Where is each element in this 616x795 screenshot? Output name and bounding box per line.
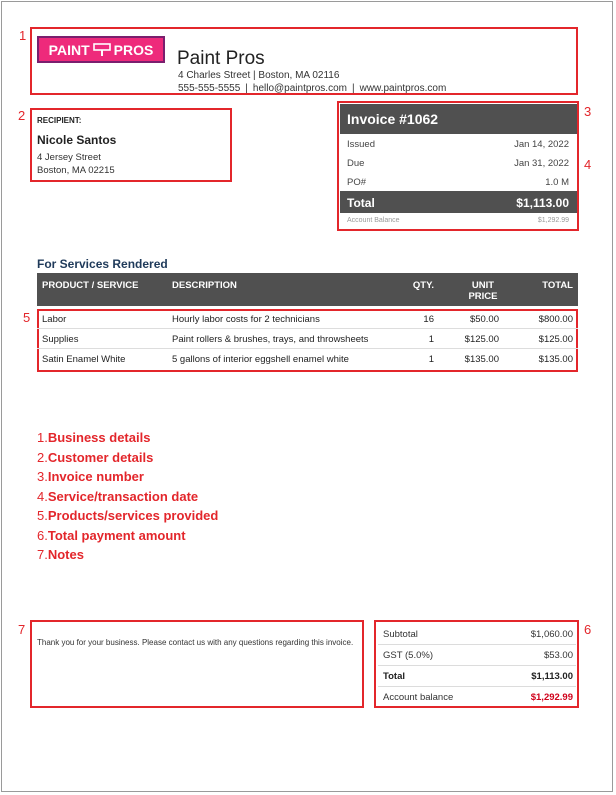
callout-7: 7 (18, 622, 26, 637)
row-description: Hourly labor costs for 2 technicians (172, 314, 320, 325)
account-balance-label: Account balance (383, 692, 454, 703)
invoice-total-row (340, 191, 577, 213)
notes-text: Thank you for your business. Please contact us with any questions regarding this invoice. (37, 638, 354, 647)
row-unit-price: $135.00 (464, 354, 499, 365)
gst-value: $53.00 (543, 650, 573, 661)
legend-item (37, 508, 218, 523)
business-email[interactable]: hello@paintpros.com (252, 83, 347, 94)
legend-item (37, 547, 84, 562)
header-total: TOTAL (542, 280, 573, 291)
header-description: DESCRIPTION (172, 280, 237, 291)
legend-label: Invoice number (47, 469, 144, 484)
recipient-address-line1: 4 Jersey Street (37, 152, 101, 163)
legend-label: Business details (47, 430, 151, 445)
callout-5: 5 (23, 310, 31, 325)
business-phone: 555-555-5555 (178, 83, 241, 94)
summary-total-row (378, 666, 576, 687)
paint-roller-icon (93, 43, 111, 57)
subtotal-row (378, 624, 576, 645)
row-qty: 16 (423, 314, 434, 325)
invoice-issued-row (340, 135, 577, 154)
invoice-total-value: $1,113.00 (516, 196, 569, 210)
account-balance-row (378, 687, 576, 708)
callout-6: 6 (584, 622, 592, 637)
legend-label: Notes (47, 547, 84, 562)
legend-number: 4. (37, 489, 48, 504)
row-description: 5 gallons of interior eggshell enamel white (172, 354, 349, 365)
header-product: PRODUCT / SERVICE (42, 280, 139, 291)
legend-number: 3. (37, 469, 48, 484)
header-unit-price-line1: UNIT (471, 280, 495, 291)
issued-label: Issued (347, 139, 375, 150)
logo-text-right: PROS (113, 41, 154, 58)
subtotal-value: $1,060.00 (530, 629, 573, 640)
legend-number: 1. (37, 430, 48, 445)
due-date: Jan 31, 2022 (514, 158, 569, 169)
legend-item (37, 450, 153, 465)
legend-item (37, 489, 198, 504)
row-unit-price: $125.00 (464, 334, 499, 345)
row-product: Satin Enamel White (42, 354, 126, 365)
summary-total-label: Total (383, 671, 405, 682)
invoice-balance-value: $1,292.99 (537, 217, 569, 224)
row-product: Labor (42, 314, 67, 325)
invoice-due-row (340, 154, 577, 173)
due-label: Due (347, 158, 365, 169)
callout-3: 3 (584, 104, 592, 119)
notes-box (30, 620, 364, 708)
services-title: For Services Rendered (37, 257, 168, 271)
row-total: $125.00 (538, 334, 573, 345)
row-total: $135.00 (538, 354, 573, 365)
legend-item (37, 430, 150, 445)
invoice-po-row (340, 173, 577, 192)
business-contact: 555-555-5555 | hello@paintpros.com | www.paintpros.com (178, 83, 447, 94)
legend-label: Customer details (47, 450, 154, 465)
legend-number: 6. (37, 528, 48, 543)
recipient-address-line2: Boston, MA 02215 (37, 165, 115, 176)
business-address: 4 Charles Street | Boston, MA 02116 (178, 70, 340, 81)
gst-row (378, 645, 576, 666)
po-value: 1.0 M (545, 177, 569, 188)
legend-item (37, 469, 144, 484)
legend-number: 2. (37, 450, 48, 465)
business-website[interactable]: www.paintpros.com (359, 83, 447, 94)
legend-item (37, 528, 186, 543)
callout-4: 4 (584, 157, 592, 172)
recipient-label: RECIPIENT: (37, 116, 82, 125)
row-product: Supplies (42, 334, 79, 345)
summary-total-value: $1,113.00 (531, 671, 573, 682)
issued-date: Jan 14, 2022 (514, 139, 569, 150)
logo-text-left: PAINT (48, 41, 90, 58)
row-total: $800.00 (538, 314, 573, 325)
callout-2: 2 (18, 108, 26, 123)
po-label: PO# (347, 177, 367, 188)
table-row (37, 329, 578, 349)
business-logo (37, 36, 165, 63)
legend-label: Products/services provided (47, 508, 219, 523)
row-qty: 1 (428, 354, 434, 365)
invoice-balance-row (340, 214, 577, 229)
business-name: Paint Pros (177, 48, 265, 69)
account-balance-value: $1,292.99 (530, 692, 573, 703)
legend-label: Service/transaction date (47, 489, 199, 504)
recipient-name: Nicole Santos (37, 133, 117, 147)
header-qty: QTY. (412, 280, 434, 291)
header-unit-price-line2: PRICE (468, 291, 498, 302)
row-qty: 1 (428, 334, 434, 345)
table-row (37, 349, 578, 369)
row-description: Paint rollers & brushes, trays, and throwsheets (172, 334, 369, 345)
invoice-number: Invoice #1062 (340, 104, 577, 134)
table-row (37, 309, 578, 329)
invoice-balance-label: Account Balance (347, 217, 400, 224)
legend-number: 7. (37, 547, 48, 562)
gst-label: GST (5.0%) (383, 650, 433, 661)
callout-1: 1 (19, 28, 27, 43)
row-unit-price: $50.00 (469, 314, 499, 325)
subtotal-label: Subtotal (383, 629, 418, 640)
legend-label: Total payment amount (47, 528, 186, 543)
services-table-header (37, 273, 578, 306)
invoice-total-label: Total (347, 196, 375, 210)
header-unit-price (457, 280, 509, 302)
legend-number: 5. (37, 508, 48, 523)
